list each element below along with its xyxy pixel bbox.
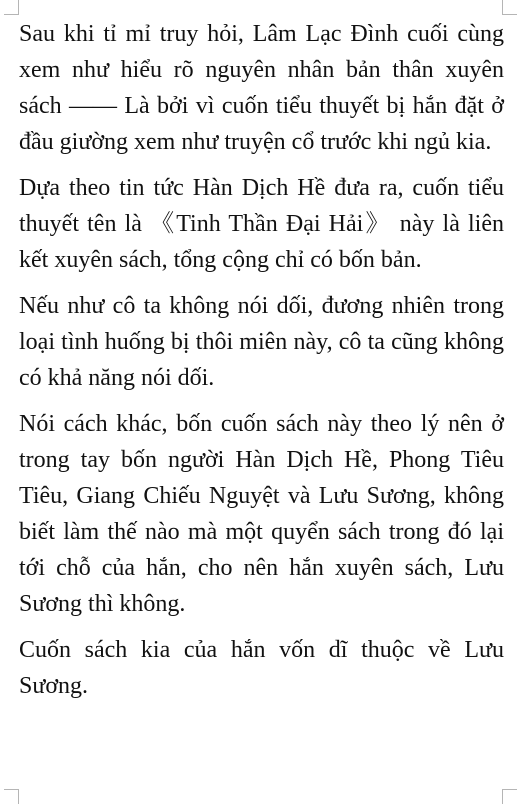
paragraph-1: Sau khi tỉ mỉ truy hỏi, Lâm Lạc Đình cuối cùng xem như hiểu rõ nguyên nhân bản thân xuyên sách —— Là bởi vì cuốn tiểu thuyết bị hắn đặt ở đầu giường xem như truyện cổ trước khi ngủ kia. bbox=[19, 21, 504, 155]
page-corner-mark-top-right bbox=[502, 0, 517, 15]
paragraph-5: Cuốn sách kia của hắn vốn dĩ thuộc về Lưu Sương. bbox=[19, 637, 504, 699]
page-corner-mark-top-left bbox=[4, 0, 19, 15]
page-corner-mark-bottom-left bbox=[4, 789, 19, 804]
page-corner-mark-bottom-right bbox=[502, 789, 517, 804]
document-body bbox=[19, 16, 504, 714]
paragraph-2: Dựa theo tin tức Hàn Dịch Hề đưa ra, cuốn tiểu thuyết tên là 《Tinh Thần Đại Hải》 này là liên kết xuyên sách, tổng cộng chỉ có bốn bản. bbox=[19, 175, 504, 273]
paragraph-3: Nếu như cô ta không nói dối, đương nhiên trong loại tình huống bị thôi miên này, cô ta cũng không có khả năng nói dối. bbox=[19, 293, 504, 391]
paragraph-4: Nói cách khác, bốn cuốn sách này theo lý nên ở trong tay bốn người Hàn Dịch Hề, Phong Tiêu Tiêu, Giang Chiếu Nguyệt và Lưu Sương, không biết làm thế nào mà một quyển sách trong đó lại tới chỗ của hắn, cho nên hắn xuyên sách, Lưu Sương thì không. bbox=[19, 411, 504, 617]
